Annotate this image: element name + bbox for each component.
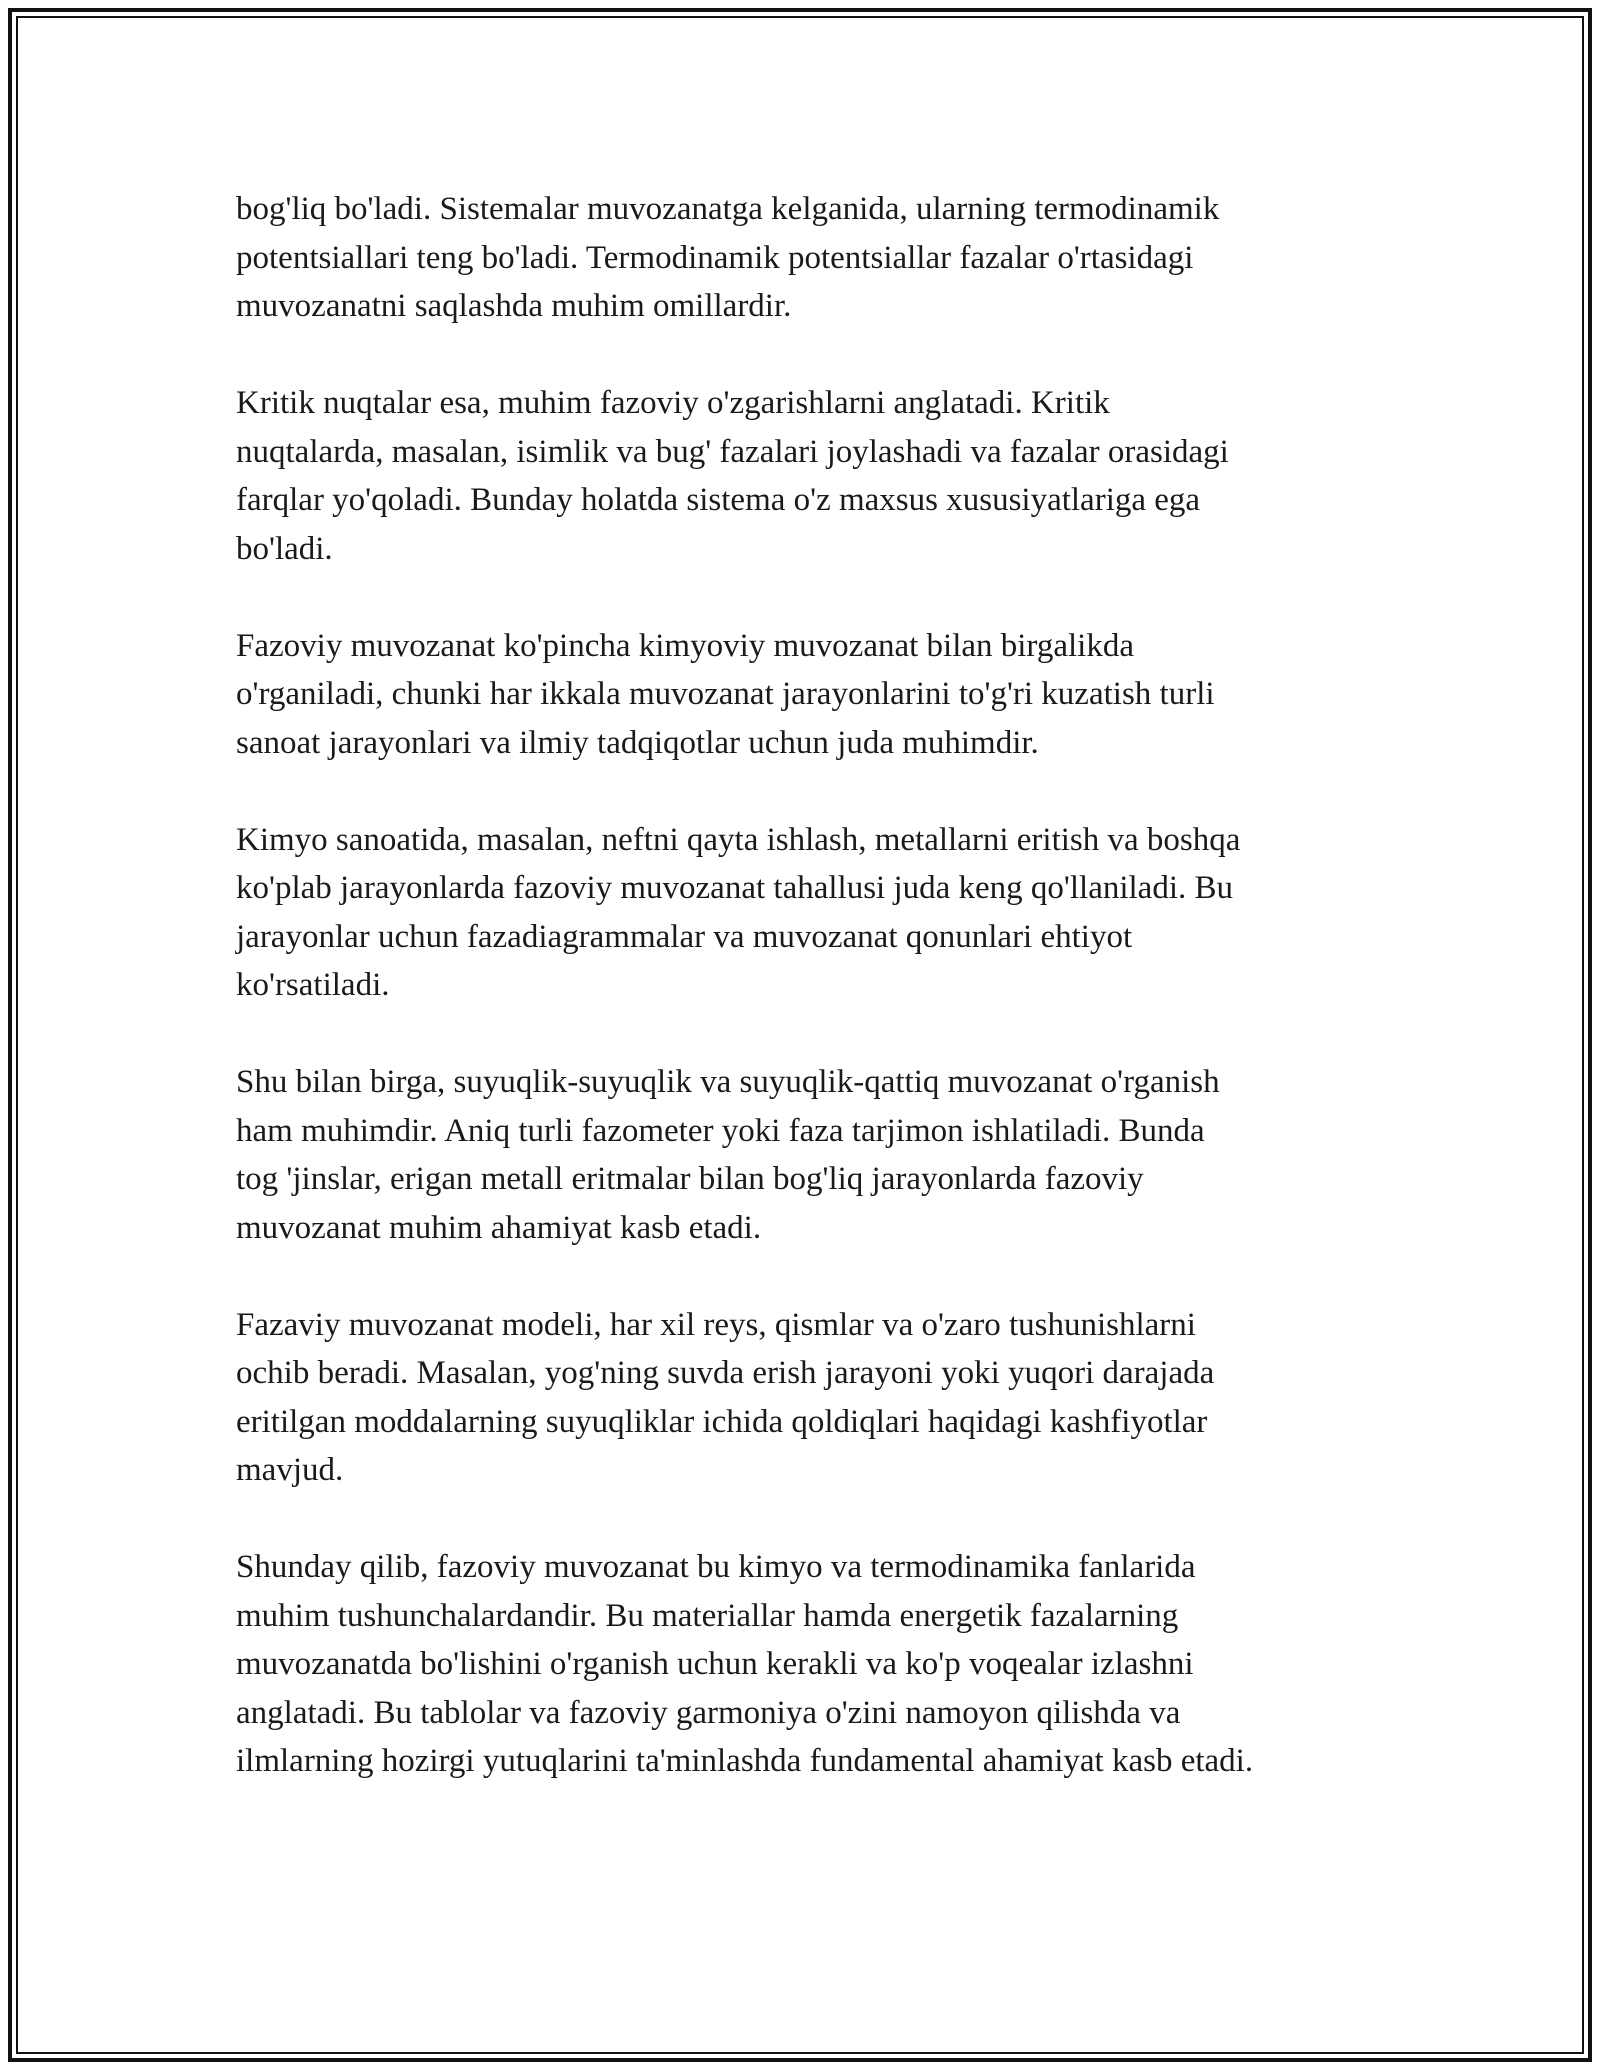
text-line: eritilgan moddalarning suyuqliklar ichida qoldiqlari haqidagi kashfiyotlar	[236, 1403, 1208, 1440]
text-line: ko'plab jarayonlarda fazoviy muvozanat tahallusi juda keng qo'llaniladi. Bu	[236, 870, 1234, 906]
text-line: muvozanat muhim ahamiyat kasb etadi.	[236, 1209, 762, 1246]
text-line: mavjud.	[236, 1452, 344, 1488]
text-line: Kritik nuqtalar esa, muhim fazoviy o'zgarishlarni anglatadi. Kritik	[236, 385, 1110, 421]
paragraph-5	[236, 1058, 1376, 1252]
text-line: ko'rsatiladi.	[236, 967, 390, 1003]
paragraph-3	[236, 622, 1376, 768]
text-line: muvozanatda bo'lishini o'rganish uchun kerakli va ko'p voqealar izlashni	[236, 1646, 1194, 1682]
text-line: nuqtalarda, masalan, isimlik va bug' fazalari joylashadi va fazalar orasidagi	[236, 433, 1229, 470]
paragraph-4	[236, 816, 1376, 1010]
paragraph-2	[236, 379, 1376, 573]
text-line: tog 'jinslar, erigan metall eritmalar bilan bog'liq jarayonlarda fazoviy	[236, 1161, 1144, 1197]
text-line: potentsiallari teng bo'ladi. Termodinamik potentsiallar fazalar o'rtasidagi	[236, 239, 1194, 276]
text-line: muvozanatni saqlashda muhim omillardir.	[236, 288, 792, 324]
text-line: farqlar yo'qoladi. Bunday holatda sistema o'z maxsus xususiyatlariga ega	[236, 482, 1201, 518]
text-line: ilmlarning hozirgi yutuqlarini ta'minlashda fundamental ahamiyat kasb etadi.	[236, 1743, 1254, 1779]
text-line: bo'ladi.	[236, 530, 333, 567]
text-line: jarayonlar uchun fazadiagrammalar va muvozanat qonunlari ehtiyot	[236, 918, 1133, 955]
text-line: Fazaviy muvozanat modeli, har xil reys, qismlar va o'zaro tushunishlarni	[236, 1306, 1196, 1343]
text-line: bog'liq bo'ladi. Sistemalar muvozanatga kelganida, ularning termodinamik	[236, 191, 1220, 227]
text-line: anglatadi. Bu tablolar va fazoviy garmoniya o'zini namoyon qilishda va	[236, 1694, 1181, 1731]
paragraph-7	[236, 1543, 1376, 1786]
text-line: ochib beradi. Masalan, yog'ning suvda erish jarayoni yoki yuqori darajada	[236, 1355, 1215, 1391]
text-line: Fazoviy muvozanat ko'pincha kimyoviy muvozanat bilan birgalikda	[236, 627, 1134, 664]
text-line: sanoat jarayonlari va ilmiy tadqiqotlar uchun juda muhimdir.	[236, 724, 1039, 761]
text-line: ham muhimdir. Aniq turli fazometer yoki faza tarjimon ishlatiladi. Bunda	[236, 1112, 1205, 1149]
text-line: Shunday qilib, fazoviy muvozanat bu kimyo va termodinamika fanlarida	[236, 1549, 1196, 1585]
paragraph-1	[236, 185, 1376, 331]
text-line: Shu bilan birga, suyuqlik-suyuqlik va suyuqlik-qattiq muvozanat o'rganish	[236, 1064, 1220, 1100]
document-body	[236, 185, 1376, 1786]
text-line: o'rganiladi, chunki har ikkala muvozanat jarayonlarini to'g'ri kuzatish turli	[236, 676, 1215, 712]
paragraph-6	[236, 1301, 1376, 1495]
text-line: muhim tushunchalardandir. Bu materiallar hamda energetik fazalarning	[236, 1597, 1179, 1634]
text-line: Kimyo sanoatida, masalan, neftni qayta ishlash, metallarni eritish va boshqa	[236, 821, 1241, 858]
